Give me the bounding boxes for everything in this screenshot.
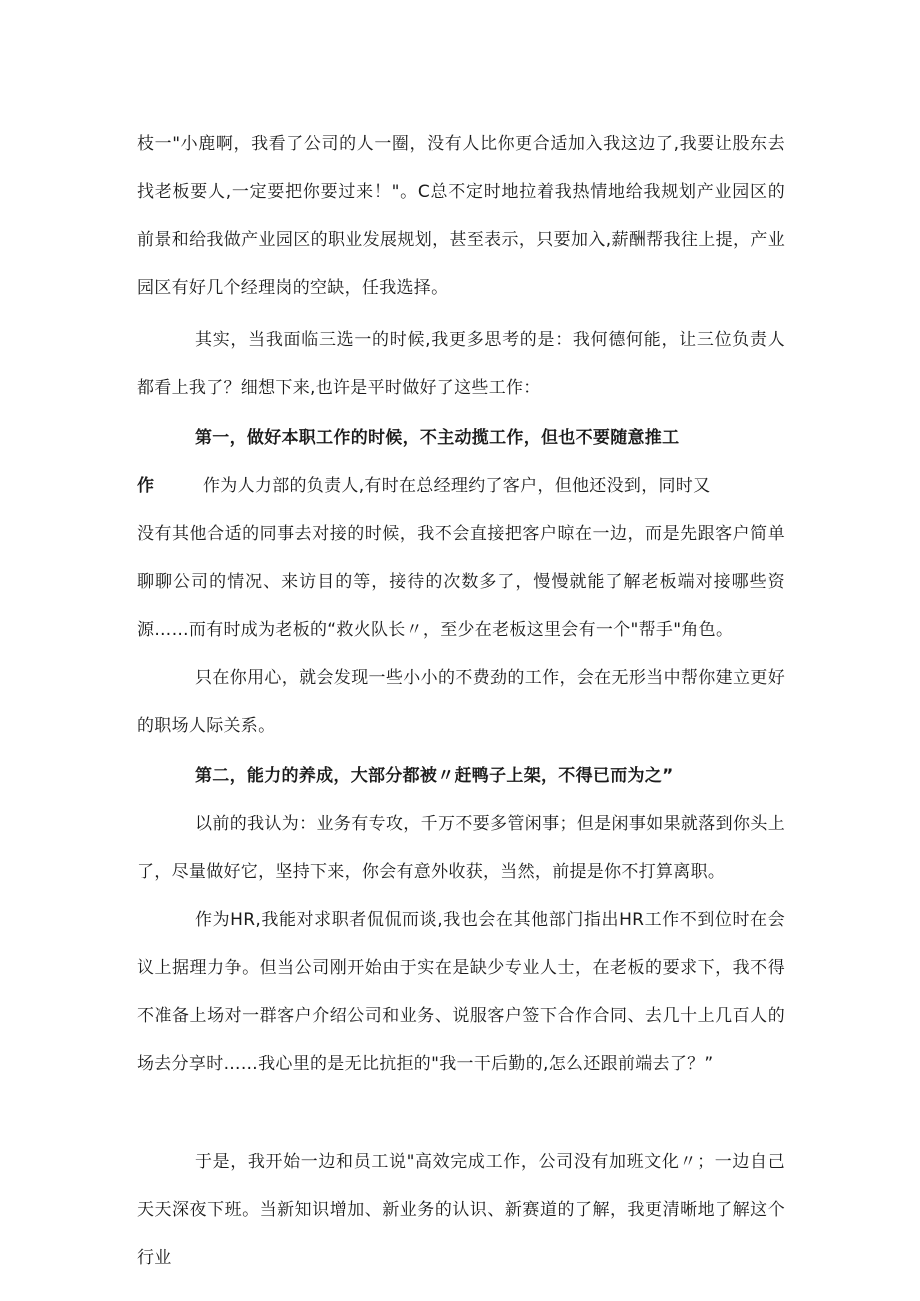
paragraph-used-to-think: 以前的我认为：业务有专攻，千万不要多管闲事；但是闲事如果就落到你头上了，尽量做好它，坚持下来，你会有意外收获，当然，前提是你不打算离职。 xyxy=(137,814,785,882)
paragraph-be-attentive: 只在你用心，就会发现一些小小的不费劲的工作，会在无形当中帮你建立更好的职场人际关系。 xyxy=(137,668,785,736)
paragraph-hr-head-first-line: 作为人力部的负责人,有时在总经理约了客户，但他还没到，同时又 xyxy=(203,476,711,496)
paragraph-hr-head-rest: 没有其他合适的同事去对接的时候，我不会直接把客户晾在一边，而是先跟客户简单聊聊公司的情况、来访目的等，接待的次数多了，慢慢就能了解老板端对接哪些资源……而有时成为老板的“救火队长〃，至少在老板这里会有一个"帮手"角色。 xyxy=(137,524,785,640)
heading-first-point: 第一，做好本职工作的时候，不主动揽工作，但也不要随意推工 xyxy=(195,428,680,448)
paragraph-c-boss-offer: 枝一"小鹿啊，我看了公司的人一圈，没有人比你更合适加入我这边了,我要让股东去找老板要人,一定要把你要过来！"。C总不定时地拉着我热情地给我规划产业园区的前景和给我做产业园区的职业发展规划，甚至表示，只要加入,薪酬帮我往上提，产业园区有好几个经理岗的空缺，任我选择。 xyxy=(137,134,785,298)
paragraph-so-i-started: 于是，我开始一边和员工说"高效完成工作，公司没有加班文化〃；一边自己天天深夜下班。当新知识增加、新业务的认识、新赛道的了解，我更清晰地了解这个行业 xyxy=(137,1152,785,1268)
heading-second-point: 第二，能力的养成，大部分都被〃赶鸭子上架，不得已而为之” xyxy=(195,766,674,786)
paragraph-as-hr: 作为HR,我能对求职者侃侃而谈,我也会在其他部门指出HR工作不到位时在会议上据理力争。但当公司刚开始由于实在是缺少专业人士，在老板的要求下，我不得不准备上场对一群客户介绍公司和业务、说服客户签下合作合同、去几十上几百人的场去分享时……我心里的是无比抗拒的"我一干后勤的,怎么还跟前端去了？” xyxy=(137,910,785,1074)
heading-first-point-continuation-row xyxy=(137,462,710,510)
heading-first-point-tail: 作 xyxy=(137,476,155,496)
paragraph-three-choices: 其实，当我面临三选一的时候,我更多思考的是：我何德何能，让三位负责人都看上我了？细想下来,也许是平时做好了这些工作： xyxy=(137,330,785,398)
